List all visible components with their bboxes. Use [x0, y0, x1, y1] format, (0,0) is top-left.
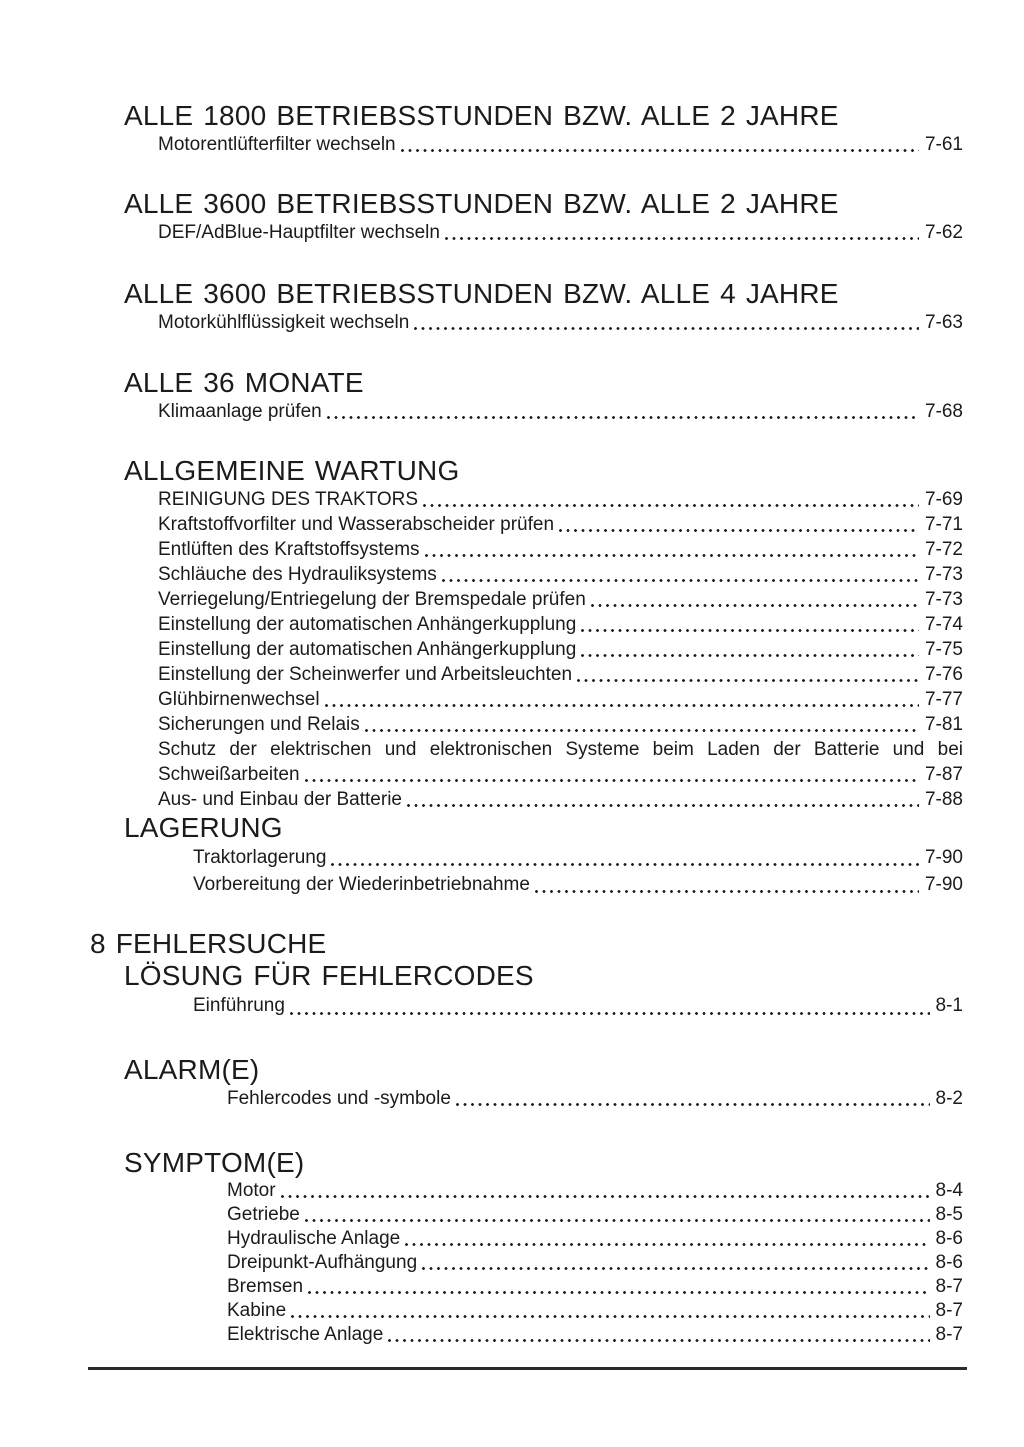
dot-leader [401, 132, 919, 157]
dot-leader [325, 687, 919, 712]
section-title: ALLGEMEINE WARTUNG [124, 455, 460, 486]
section-title: LÖSUNG FÜR FEHLERCODES [124, 960, 534, 991]
toc-entry-label: Kraftstoffvorfilter und Wasserabscheider prüfen [158, 514, 555, 535]
toc-entry [227, 1299, 963, 1323]
page-number: 7-76 [924, 664, 963, 685]
toc-entry-label: Verriegelung/Entriegelung der Bremspedale prüfen [158, 589, 586, 610]
toc-entry-label: Schweißarbeiten [158, 764, 300, 785]
dot-leader [331, 844, 919, 871]
toc-entry [158, 487, 963, 512]
toc-entry [158, 587, 963, 612]
entry-list [0, 1086, 1024, 1111]
section-block [0, 812, 1024, 898]
toc-entry-label: DEF/AdBlue-Hauptfilter wechseln [158, 222, 440, 243]
entry-list [0, 132, 1024, 157]
toc-entry [158, 662, 963, 687]
toc-entry-label: Entlüften des Kraftstoffsystems [158, 539, 420, 560]
dot-leader [281, 1179, 930, 1203]
dot-leader [422, 1251, 929, 1275]
toc-entry [158, 310, 963, 335]
toc-entry [227, 1086, 963, 1111]
page-number: 8-7 [935, 1324, 963, 1345]
toc-entry-label: Bremsen [227, 1276, 304, 1297]
page-number: 8-2 [935, 1088, 963, 1109]
page-number: 7-77 [924, 689, 963, 710]
page-number: 7-74 [924, 614, 963, 635]
toc-entry [158, 762, 963, 787]
section-block [0, 100, 1024, 157]
dot-leader [305, 1203, 930, 1227]
toc-entry-label: Motor [227, 1180, 276, 1201]
dot-leader [407, 787, 919, 812]
toc-entry-label: Elektrische Anlage [227, 1324, 384, 1345]
toc-entry-label: Einführung [193, 995, 285, 1016]
dot-leader [305, 762, 919, 787]
page-number: 7-71 [924, 514, 963, 535]
section-title: ALLE 3600 BETRIEBSSTUNDEN BZW. ALLE 4 JAHRE [124, 278, 839, 309]
toc-entry [158, 220, 963, 245]
page-number: 8-6 [935, 1252, 963, 1273]
dot-leader [442, 562, 919, 587]
page-number: 7-68 [924, 401, 963, 422]
toc-entry [227, 1251, 963, 1275]
toc-entry [158, 612, 963, 637]
toc-entry-label: Aus- und Einbau der Batterie [158, 789, 402, 810]
page-number: 7-75 [924, 639, 963, 660]
toc-entry [158, 687, 963, 712]
page-number: 8-1 [935, 995, 963, 1016]
toc-entry-label: Getriebe [227, 1204, 300, 1225]
dot-leader [327, 399, 919, 424]
dot-leader [591, 587, 919, 612]
dot-leader [414, 310, 919, 335]
section-title: ALLE 1800 BETRIEBSSTUNDEN BZW. ALLE 2 JAHRE [124, 100, 839, 131]
dot-leader [581, 637, 919, 662]
toc-entry [227, 1203, 963, 1227]
toc-entry [158, 512, 963, 537]
dot-leader [581, 612, 919, 637]
dot-leader [365, 712, 919, 737]
page-number: 8-6 [935, 1228, 963, 1249]
page-number: 7-90 [924, 874, 963, 895]
toc-entry [158, 562, 963, 587]
dot-leader [445, 220, 919, 245]
toc-entry-label: Traktorlagerung [193, 847, 327, 868]
section-block [0, 1054, 1024, 1111]
entry-list [0, 992, 1024, 1020]
toc-entry-label: Hydraulische Anlage [227, 1228, 401, 1249]
toc-entry [158, 637, 963, 662]
toc-entry [158, 132, 963, 157]
toc-entry [158, 712, 963, 737]
toc-entry [193, 844, 963, 871]
page-number: 7-73 [924, 564, 963, 585]
section-title: ALLE 3600 BETRIEBSSTUNDEN BZW. ALLE 2 JAHRE [124, 188, 839, 219]
toc-entry-label: Einstellung der automatischen Anhängerkupplung [158, 614, 577, 635]
toc-entry-label: Motorentlüfterfilter wechseln [158, 134, 396, 155]
section-block [0, 1147, 1024, 1347]
toc-entry-label: Motorkühlflüssigkeit wechseln [158, 312, 410, 333]
toc-entry-wrapped-line: Schutz der elektrischen und elektronischen Systeme beim Laden der Batterie und bei [158, 739, 963, 760]
entry-list [0, 399, 1024, 424]
dot-leader [290, 992, 930, 1020]
page-number: 7-88 [924, 789, 963, 810]
dot-leader [405, 1227, 929, 1251]
chapter-title: 8 FEHLERSUCHE [90, 928, 327, 959]
toc-entry-label: Fehlercodes und -symbole [227, 1088, 451, 1109]
entry-list [0, 844, 1024, 898]
section-block [0, 960, 1024, 1020]
section-block [0, 188, 1024, 245]
page-number: 7-81 [924, 714, 963, 735]
dot-leader [423, 487, 919, 512]
toc-entry-label: Einstellung der automatischen Anhängerkupplung [158, 639, 577, 660]
dot-leader [577, 662, 919, 687]
page-number: 7-63 [924, 312, 963, 333]
page-number: 7-90 [924, 847, 963, 868]
footer-rule [88, 1367, 967, 1370]
dot-leader [456, 1086, 930, 1111]
page-number: 8-4 [935, 1180, 963, 1201]
page-number: 7-61 [924, 134, 963, 155]
section-block [0, 455, 1024, 812]
entry-list [0, 220, 1024, 245]
page-number: 8-7 [935, 1300, 963, 1321]
section-title: ALLE 36 MONATE [124, 367, 364, 398]
page-number: 7-72 [924, 539, 963, 560]
dot-leader [388, 1323, 929, 1347]
page-number: 7-62 [924, 222, 963, 243]
toc-entry-label: Dreipunkt-Aufhängung [227, 1252, 418, 1273]
section-block [0, 367, 1024, 424]
dot-leader [559, 512, 919, 537]
entry-list [0, 310, 1024, 335]
page-number: 7-73 [924, 589, 963, 610]
dot-leader [535, 871, 919, 898]
toc-entry [227, 1179, 963, 1203]
toc-entry [227, 1275, 963, 1299]
page-number: 8-7 [935, 1276, 963, 1297]
section-block [0, 278, 1024, 335]
toc-entry [227, 1227, 963, 1251]
toc-entry [158, 399, 963, 424]
page-number: 7-69 [924, 489, 963, 510]
toc-entry [158, 787, 963, 812]
section-title: ALARM(E) [124, 1054, 260, 1085]
section-title: LAGERUNG [124, 812, 283, 843]
dot-leader [308, 1275, 930, 1299]
toc-entry-label: REINIGUNG DES TRAKTORS [158, 489, 419, 510]
entry-list [0, 1179, 1024, 1347]
toc-entry [227, 1323, 963, 1347]
page-number: 7-87 [924, 764, 963, 785]
toc-entry-label: Sicherungen und Relais [158, 714, 360, 735]
toc-entry [193, 992, 963, 1020]
entry-list [0, 487, 1024, 812]
toc-entry-label: Einstellung der Scheinwerfer und Arbeitsleuchten [158, 664, 573, 685]
chapter-block [0, 928, 1024, 960]
dot-leader [425, 537, 919, 562]
toc-entry-label: Glühbirnenwechsel [158, 689, 320, 710]
section-title: SYMPTOM(E) [124, 1147, 305, 1178]
toc-entry-label: Kabine [227, 1300, 287, 1321]
page-number: 8-5 [935, 1204, 963, 1225]
toc-entry [158, 537, 963, 562]
dot-leader [291, 1299, 929, 1323]
toc-entry [193, 871, 963, 898]
toc-entry-label: Vorbereitung der Wiederinbetriebnahme [193, 874, 530, 895]
toc-entry-label: Schläuche des Hydrauliksystems [158, 564, 437, 585]
toc-entry-label: Klimaanlage prüfen [158, 401, 322, 422]
